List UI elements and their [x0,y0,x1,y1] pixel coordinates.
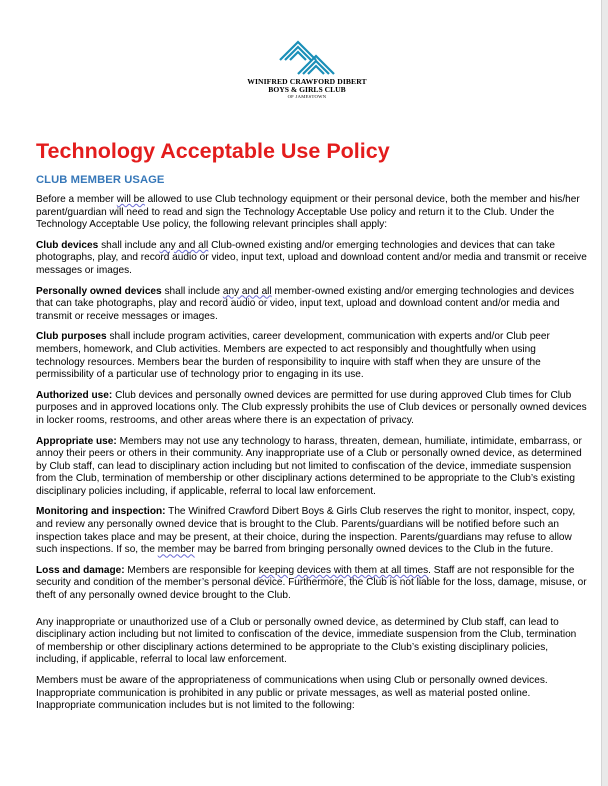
paragraph-lead: Monitoring and inspection: [36,506,166,518]
club-devices-paragraph: Club devices shall include any and all Club-owned existing and/or emerging technologies and devices that can take photographs, play, and record audio or video, input text, upload and download content and/or media and transmit or receive messages or images. [36,239,587,276]
intro-paragraph: Before a member will be allowed to use Club technology equipment or their personal device, both the member and his/her parent/guardian will need to read and sign the Technology Acceptable Use policy and return it to the Club. Under the Technology Acceptable Use policy, the following relevant principles shall apply: [36,194,580,231]
loss-damage-paragraph: Loss and damage: Members are responsible for keeping devices with them at all times. Staff are not responsible for the security and condition of the member’s personal device. Furthermore, the Club is not liable for the loss, damage, misuse, or theft of any personally owned device brought to the Club. [36,564,587,602]
page-title: Technology Acceptable Use Policy [36,139,390,163]
paragraph-lead: Authorized use: [36,389,113,401]
section-heading: CLUB MEMBER USAGE [36,174,165,186]
paragraph-lead: Loss and damage: [36,564,125,576]
paragraph-lead: Personally owned devices [36,285,162,297]
paragraph-lead: Club devices [36,239,99,251]
personal-devices-paragraph: Personally owned devices shall include any and all member-owned existing and/or emerging technologies and devices that can take photographs, play and record audio or video, input text, upload and download content and/or media and transmit or receive messages or images. [36,285,575,322]
club-hands-logo-icon [276,38,338,78]
logo-location-line: OF JAMESTOWN [287,94,327,99]
flagged-phrase: keeping devices with them at all times [258,564,429,576]
club-logo [232,38,382,100]
flagged-phrase: will be [116,194,145,205]
logo-club-line: BOYS & GIRLS CLUB [268,85,346,94]
logo-name-line: WINIFRED CRAWFORD DIBERT [247,77,367,86]
flagged-phrase: any and all [159,239,209,251]
club-purposes-paragraph: Club purposes shall include program activities, career development, communication with experts and/or Club peer members, homework, and Club activities. Members are expected to act responsibly and thoughtfully when using technology resources. Members bear the burden of responsibility to inquire with staff when they are unsure of the permissibility of a particular use of technology prior to engaging in its use. [36,331,550,381]
flagged-phrase: any and all [222,285,272,297]
monitoring-paragraph: Monitoring and inspection: The Winifred Crawford Dibert Boys & Girls Club reserves the right to monitor, inspect, copy, and review any personally owned device that is brought to the Club. Parents/guardians will be notified before such an inspection takes place and may be present, at their choice, during the inspection. Parents/guardians may refuse to allow such inspections. If so, the member may be barred from bringing personally owned devices to the Club in the future. [36,506,576,556]
document-body [36,138,587,721]
paragraph-lead: Club purposes [36,331,107,343]
paragraph-lead: Appropriate use: [36,435,117,447]
authorized-use-paragraph: Authorized use: Club devices and personally owned devices are permitted for use during approved Club times for Club purposes and in approved locations only. The Club expressly prohibits the use of Club devices or personally owned devices in locker rooms, restrooms, and other areas where there is an expectation of privacy. [36,389,587,426]
communications-paragraph: Members must be aware of the appropriateness of communications when using Club or personally owned devices. Inappropriate communication is prohibited in any public or private messages, as well as material posted online. Inappropriate communication includes but is not limited to the following: [36,675,548,712]
inappropriate-use-paragraph: Any inappropriate or unauthorized use of a Club or personally owned device, as determined by Club staff, can lead to disciplinary action including but not limited to confiscation of the device, immediate suspension from the Club, termination of membership or other disciplinary actions determined to be appropriate to the Club’s existing disciplinary policies, including, if applicable, referral to local law enforcement. [36,616,577,666]
flagged-phrase: member [157,544,195,556]
appropriate-use-paragraph: Appropriate use: Members may not use any technology to harass, threaten, demean, humiliate, intimidate, embarrass, or annoy their peers or others in their community. Any inappropriate use of a Club or personally owned device, as determined by Club staff, can lead to disciplinary action including but not limited to confiscation of the device, immediate suspension from the Club, termination of membership or other disciplinary actions determined to be appropriate to the Club’s existing disciplinary policies including, if applicable, referral to local law enforcement. [36,435,582,497]
page-edge [601,0,608,786]
